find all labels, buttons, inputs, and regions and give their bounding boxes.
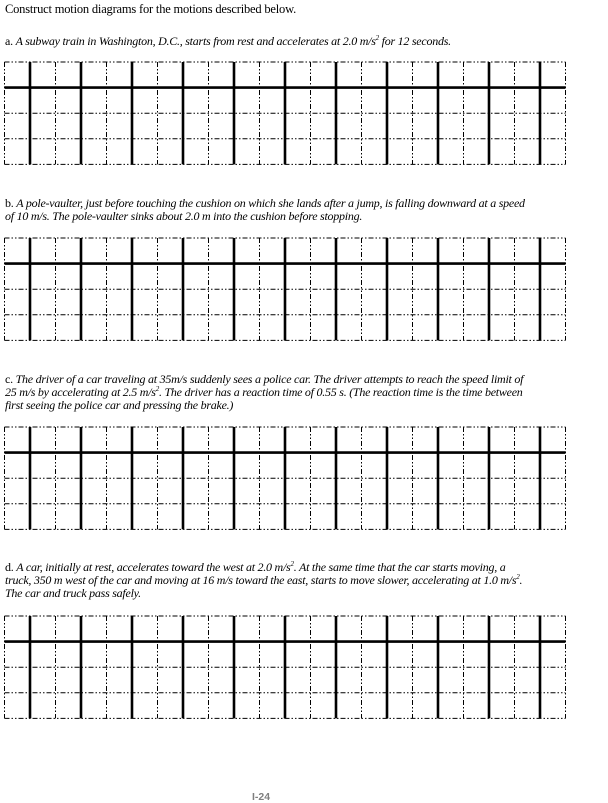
motion-diagram-grid-b[interactable] — [0, 236, 570, 342]
problem-c-line-2: 25 m/s by accelerating at 2.5 $m/s^2$. The driver has a reaction time of 0.55 s. (The reaction time is the time between — [5, 385, 523, 399]
problem-a-label: a. — [5, 34, 13, 48]
motion-diagram-grid-d[interactable] — [0, 614, 570, 720]
instructions-heading: Construct motion diagrams for the motions described below. — [5, 2, 297, 16]
problem-b-label: b. — [5, 196, 14, 210]
problem-b — [5, 197, 585, 223]
motion-diagram-grid-c[interactable] — [0, 425, 570, 531]
problem-d-line-3: The car and truck pass safely. — [5, 586, 141, 600]
problem-b-line-2: of 10 m/s. The pole-vaulter sinks about 2.0 m into the cushion before stopping. — [5, 209, 363, 223]
problem-a — [5, 35, 585, 48]
problem-b-line-1: A pole-vaulter, just before touching the cushion on which she lands after a jump, is falling downward at a speed — [16, 196, 525, 210]
problem-d-line-2: truck, 350 m west of the car and moving at 16 m/s toward the east, starts to move slower, accelerating at 1.0 $m/s^2$. — [5, 573, 523, 587]
page-number: I-24 — [252, 791, 271, 803]
problem-d-line-1: A car, initially at rest, accelerates toward the west at 2.0 $m/s^2$. At the same time that the car starts moving, a — [16, 560, 506, 574]
problem-c-line-1: The driver of a car traveling at 35m/s suddenly sees a police car. The driver attempts to reach the speed limit of — [15, 372, 524, 386]
motion-diagram-grid-a[interactable] — [0, 60, 570, 166]
problem-c-line-3: first seeing the police car and pressing the brake.) — [5, 398, 234, 412]
problem-d-label: d. — [5, 560, 14, 574]
problem-d — [5, 561, 585, 600]
problem-c-label: c. — [5, 372, 13, 386]
problem-c — [5, 373, 585, 412]
problem-a-line-1: A subway train in Washington, D.C., starts from rest and accelerates at 2.0 $m/s^2$ for 12 seconds. — [15, 34, 451, 48]
